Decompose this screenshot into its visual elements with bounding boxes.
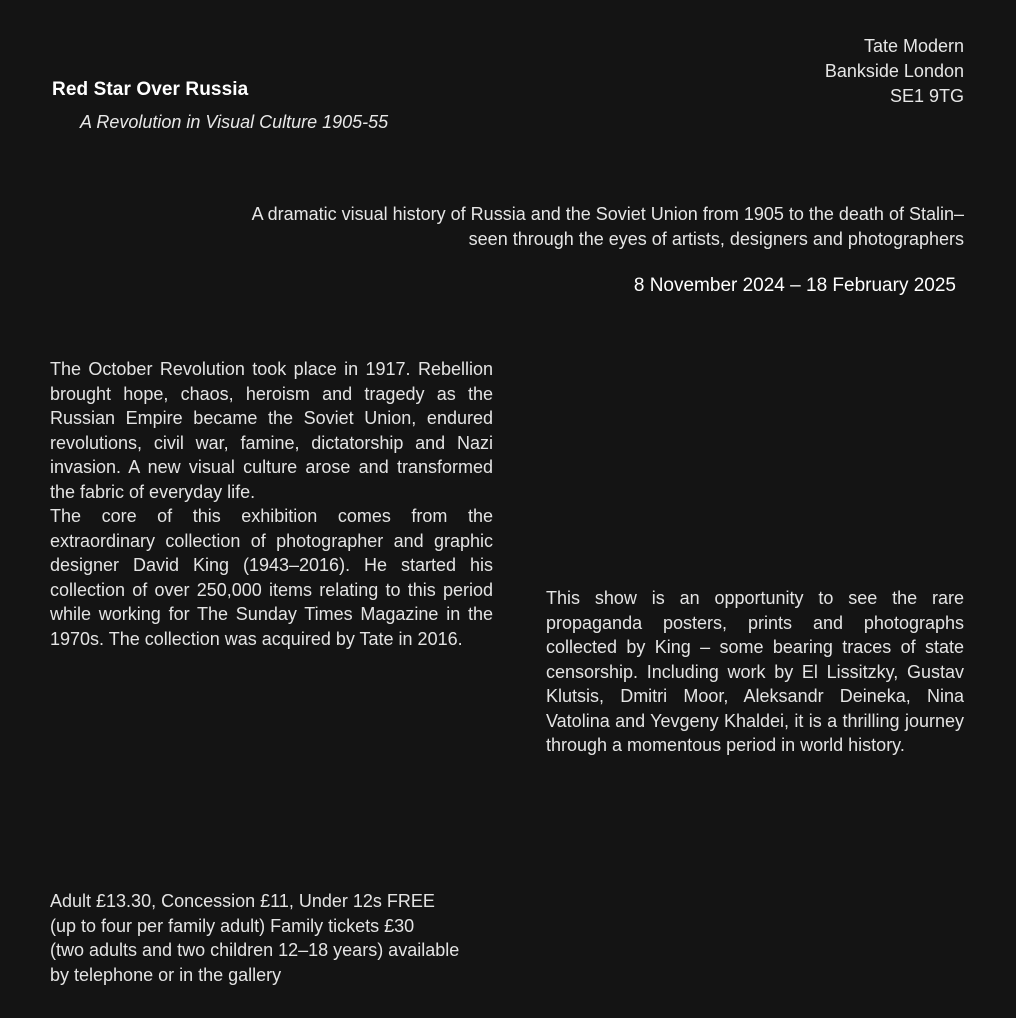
venue-address xyxy=(825,34,964,109)
ticket-line: by telephone or in the gallery xyxy=(50,964,282,985)
ticket-line: Adult £13.30, Concession £11, Under 12s FREE xyxy=(50,891,435,911)
exhibition-subtitle: A Revolution in Visual Culture 1905-55 xyxy=(80,112,389,132)
ticket-line: (two adults and two children 12–18 years) available xyxy=(50,940,460,960)
intro-paragraph: The October Revolution took place in 1917. Rebellion brought hope, chaos, heroism and tragedy as the Russian Empire became the Soviet Union, endured revolutions, civil war, famine, dictatorship and Nazi invasion. A new visual culture arose and transformed the fabric of everyday life. xyxy=(50,359,493,502)
exhibition-dates: 8 November 2024 – 18 February 2025 xyxy=(633,275,956,296)
collection-paragraph: The core of this exhibition comes from the extraordinary collection of photographer and graphic designer David King (1943–2016). He started his collection of over 250,000 items relating to this period while working for The Sunday Times Magazine in the 1970s. The collection was acquired by Tate in 2016. xyxy=(50,506,493,649)
ticket-info xyxy=(50,889,510,987)
venue-line: Tate Modern xyxy=(863,36,964,56)
tagline-line-2: seen through the eyes of artists, designers and photographers xyxy=(468,229,964,249)
exhibition-title: Red Star Over Russia xyxy=(52,79,249,100)
intro-column xyxy=(50,357,493,651)
highlights-paragraph: This show is an opportunity to see the rare propaganda posters, prints and photographs collected by King – some bearing traces of state censorship. Including work by El Lissitzky, Gustav Klutsis, Dmitri Moor, Aleksandr Deineka, Nina Vatolina and Yevgeny Khaldei, it is a thrilling journey through a momentous period in world history. xyxy=(546,588,964,755)
venue-line: SE1 9TG xyxy=(889,86,964,106)
tagline-line-1: A dramatic visual history of Russia and the Soviet Union from 1905 to the death of Stalin– xyxy=(251,204,964,224)
ticket-line: (up to four per family adult) Family tickets £30 xyxy=(50,915,415,936)
exhibition-tagline xyxy=(144,202,964,252)
venue-line: Bankside London xyxy=(824,61,964,81)
